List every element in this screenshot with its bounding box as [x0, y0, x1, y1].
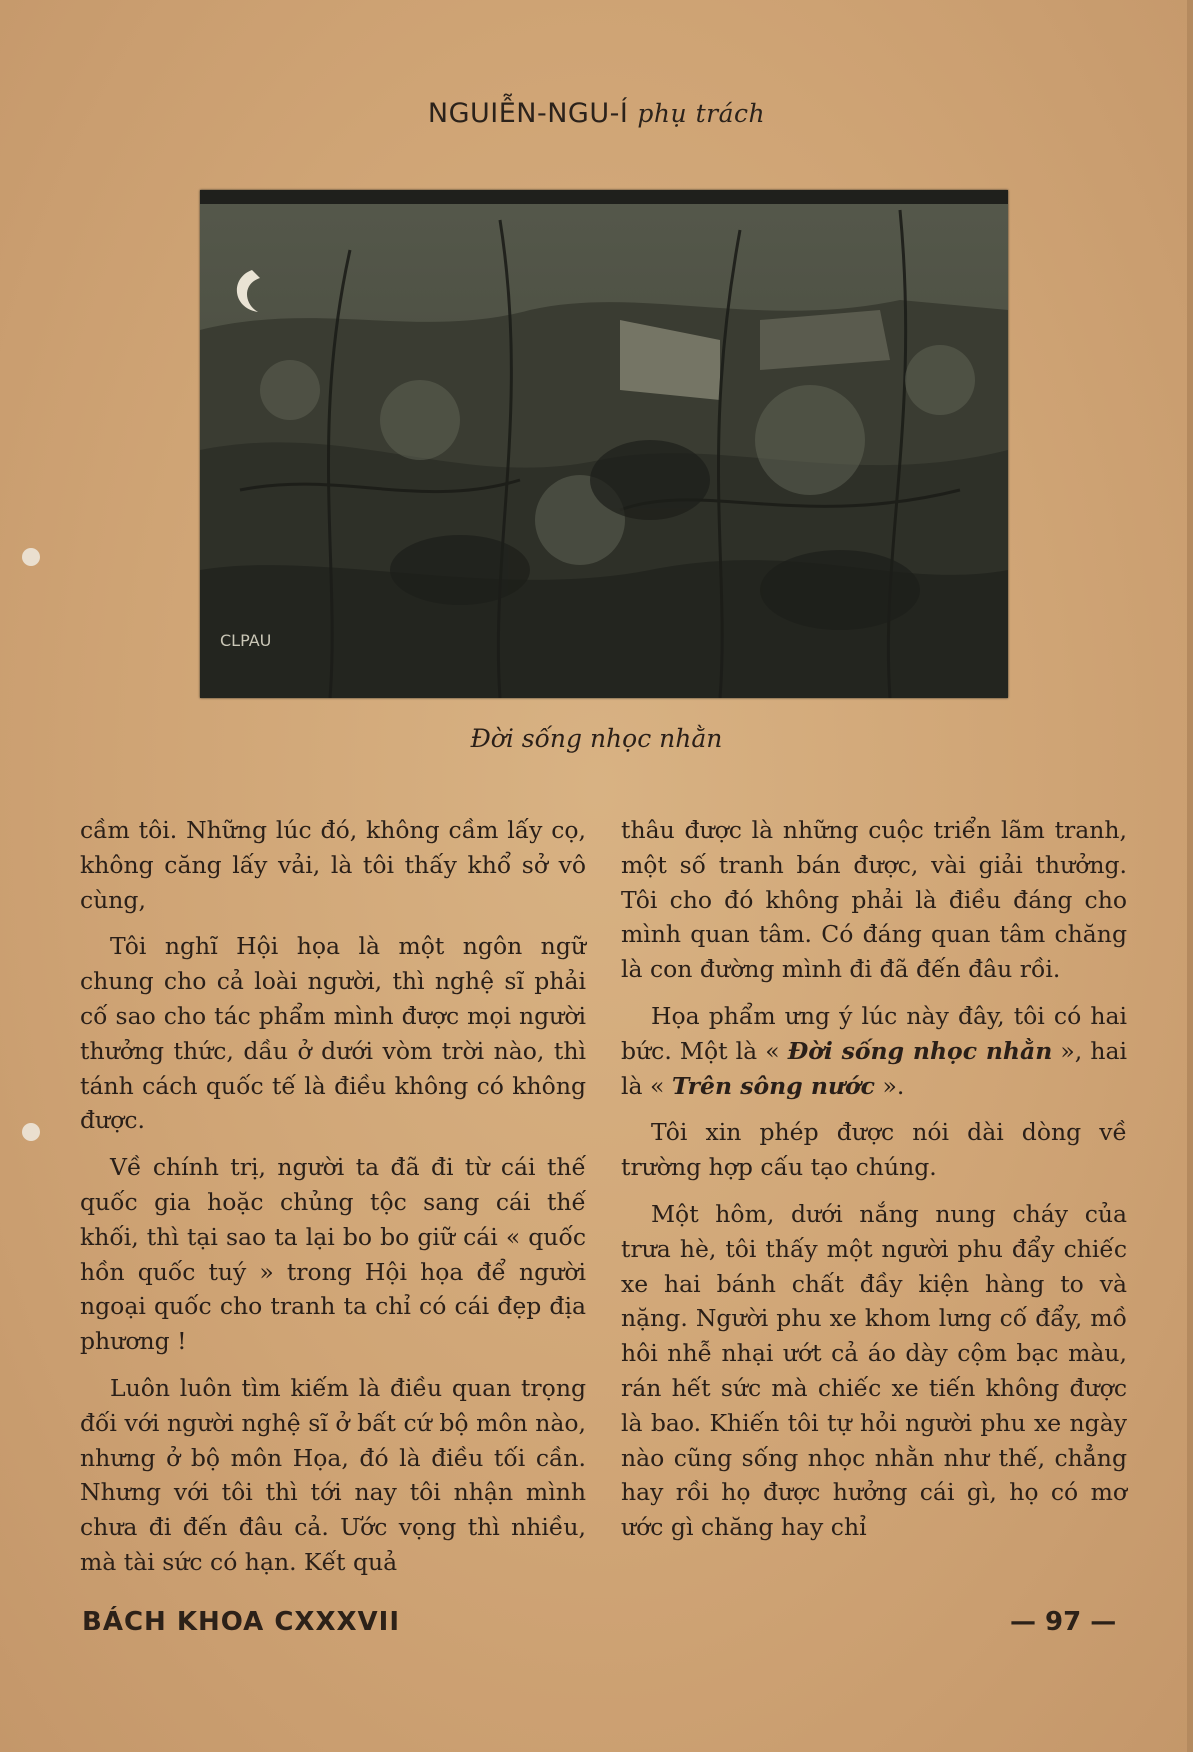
page-number: — 97 — [1010, 1607, 1117, 1637]
paragraph: thâu được là những cuộc triển lãm tranh, một số tranh bán được, vài giải thưởng. Tôi cho đó không phải là điều đáng cho mình quan tâm. Có đáng quan tâm chăng là con đường mình đi đã đến đâu rồi. [621, 816, 1127, 984]
binding-hole [22, 548, 40, 566]
paragraph: Về chính trị, người ta đã đi từ cái thế quốc gia hoặc chủng tộc sang cái thế khối, thì tại sao ta lại bo bo giữ cái « quốc hồn quốc tuý » trong Hội họa để người ngoại quốc cho tranh ta chỉ có cái đẹp địa phương ! [80, 1153, 586, 1356]
painting-photo [200, 190, 1008, 698]
editor-role: phụ trách [637, 99, 766, 128]
binding-hole [22, 1123, 40, 1141]
photo-of-painting-icon [200, 190, 1008, 698]
photo-caption: Đời sống nhọc nhằn [470, 724, 723, 753]
editor-name: NGUIỄN-NGU-Í [427, 98, 629, 129]
page-header [0, 98, 1193, 129]
text-span: ». [875, 1071, 905, 1100]
painting-title: Đời sống nhọc nhằn [787, 1036, 1053, 1065]
text-span: Họa phẩm ưng ý lúc này đây, tôi có hai bức. Một là « [621, 1001, 1127, 1065]
page-edge [1187, 0, 1193, 1752]
paragraph: cầm tôi. Những lúc đó, không cầm lấy cọ, không căng lấy vải, là tôi thấy khổ sở vô cùng, [80, 816, 586, 914]
painting-title: Trên sông nước [671, 1071, 875, 1100]
right-column [621, 813, 1127, 1557]
paragraph [621, 999, 1127, 1103]
paragraph: Tôi xin phép được nói dài dòng về trường hợp cấu tạo chúng. [621, 1118, 1127, 1182]
paragraph: Luôn luôn tìm kiếm là điều quan trọng đối với người nghệ sĩ ở bất cứ bộ môn nào, nhưng ở bộ môn Họa, đó là điều tối cần. Nhưng với tôi thì tới nay tôi nhận mình chưa đi đến đâu cả. Ước vọng thì nhiều, mà tài sức có hạn. Kết quả [80, 1373, 586, 1576]
left-column [80, 813, 586, 1592]
text-span: », hai là « [621, 1036, 1128, 1100]
painting-signature: CLPAU [220, 631, 272, 650]
magazine-issue: BÁCH KHOA CXXXVII [82, 1607, 401, 1637]
paragraph: Một hôm, dưới nắng nung cháy của trưa hè, tôi thấy một người phu đẩy chiếc xe hai bánh chất đầy kiện hàng to và nặng. Người phu xe khom lưng cố đẩy, mồ hôi nhễ nhại ướt cả áo dày cộm bạc màu, rán hết sức mà chiếc xe tiến không được là bao. Khiến tôi tự hỏi người phu xe ngày nào cũng sống nhọc nhằn như thế, chẳng hay rồi họ được hưởng cái gì, họ có mơ ước gì chăng hay chỉ [621, 1199, 1127, 1542]
paragraph: Tôi nghĩ Hội họa là một ngôn ngữ chung cho cả loài người, thì nghệ sĩ phải cố sao cho tác phẩm mình được mọi người thưởng thức, dầu ở dưới vòm trời nào, thì tánh cách quốc tế là điều không có không được. [80, 932, 586, 1135]
